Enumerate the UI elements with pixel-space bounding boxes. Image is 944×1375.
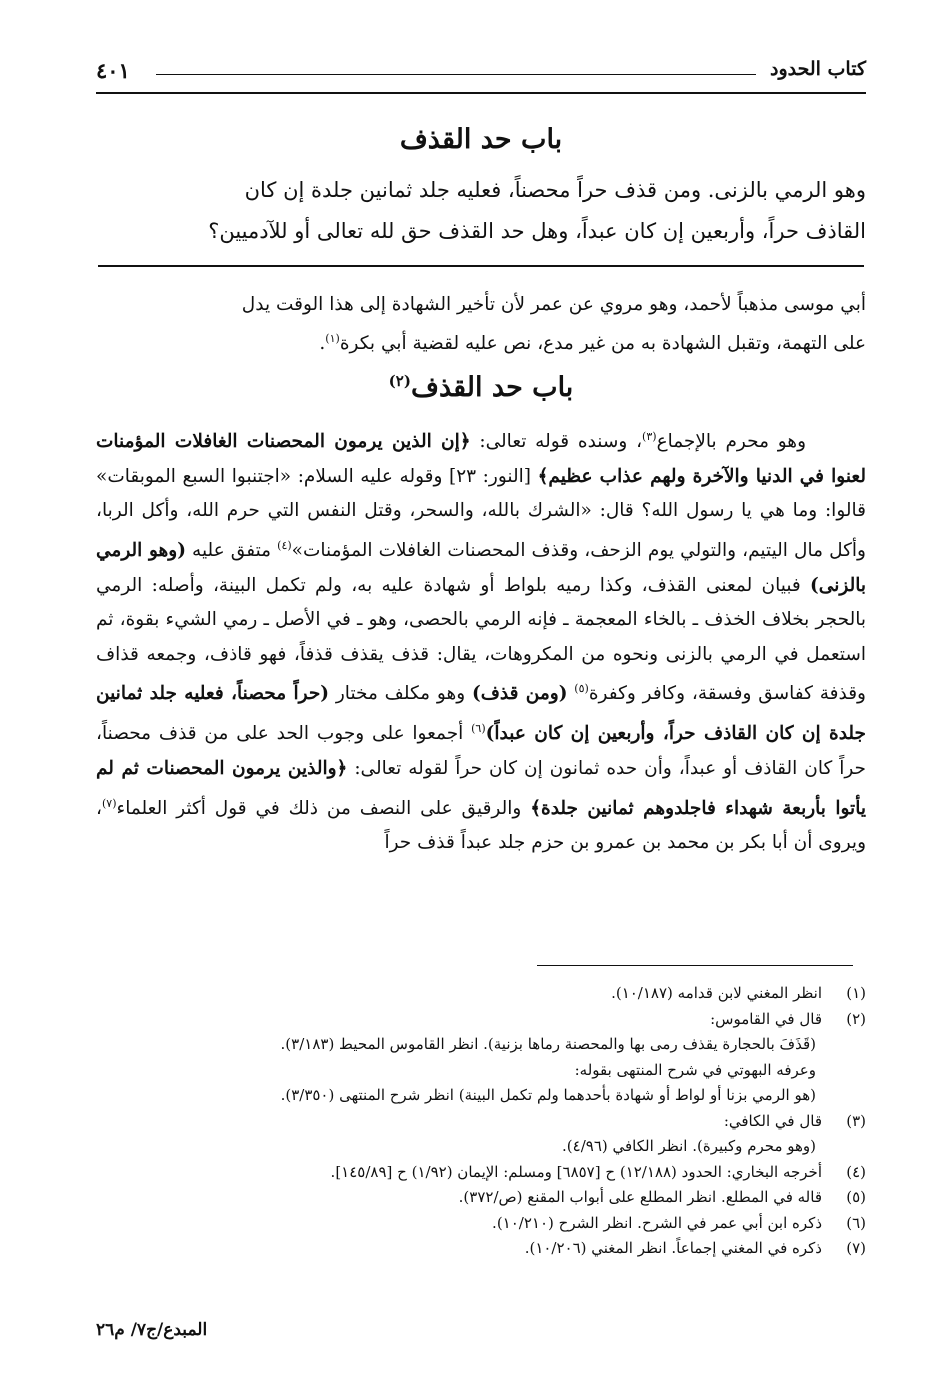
footnote-ref: (٢) [388,372,411,390]
footnote-ref: (٤) [277,538,292,552]
footnote: وعرفه البهوتي في شرح المنتهى بقوله: [574,1060,816,1079]
section-title: باب حد القذف [399,124,563,155]
section-heading-2 [96,372,866,403]
quran-verse: ﴿والذين يرمون المحصنات ثم لم يأتوا بأربعة شهداء فاجلدوهم ثمانين جلدة﴾ [96,757,866,819]
footnote: (٣) قال في الكافي: [723,1111,866,1130]
footnote-divider [537,965,853,966]
footnote-ref: (١) [325,332,340,345]
printer-signature: المبدع/ج٧/ م٢٦ [96,1320,208,1340]
commentary-line: أبي موسى مذهباً لأحمد، وهو مروي عن عمر لأن تأخير الشهادة إلى هذا الوقت يدل [241,294,866,315]
footnote: (وهو محرم وكبيرة). انظر الكافي (٤/٩٦). [562,1137,816,1155]
page-number: ٤٠١ [96,58,130,83]
commentary-continuation [96,288,866,361]
matn-divider [98,265,864,267]
footnote: (هو الرمي بزنا أو لواط أو شهادة بأحدهما ولم تكمل البينة) انظر شرح المنتهى (٣/٣٥٠). [280,1086,816,1104]
quran-verse: ﴿إن الذين يرمون المحصنات الغافلات المؤمنات لعنوا في الدنيا والآخرة ولهم عذاب عظيم﴾ [96,431,866,487]
section-title: باب حد القذف [410,372,574,403]
footnote: (٧) ذكره في المغني إجماعاً. انظر المغني (١٠/٢٠٦). [524,1239,866,1257]
footnote: (٢) قال في القاموس: [710,1009,866,1028]
commentary-line: على التهمة، وتقبل الشهادة به من غير مدع، نص عليه لقضية أبي بكرة$^{(١)}$. [319,332,866,355]
footnote: (قَذَفَ بالحجارة يقذف رمى بها والمحصنة رماها بزنية). انظر القاموس المحيط (٣/١٨٣). [280,1035,816,1053]
commentary-paragraph: وهو محرم بالإجماع$^{(٣)}$، وسنده قوله تعالى: ﴿إن الذين يرمون المحصنات الغافلات المؤمنات لعنوا في الدنيا والآخرة ولهم عذاب عظيم﴾ [النور: ٢٣] وقوله عليه السلام: «اجتنبوا السبع الموبقات» قالوا: وما هي يا رسول الله؟ قال: «الشرك بالله، والسحر، وقتل النفس التي حرم الله، وأكل الربا، وأكل مال اليتيم، والتولي يوم الزحف، وقذف المحصنات الغافلات المؤمنات»$^{(٤)}$ متفق عليه (وهو الرمي بالزنى) فبيان لمعنى القذف، وكذا رميه بلواط أو شهادة عليه به، ولم تكمل البينة، وأصله: الرمي بالحجر بخلاف الخذف ـ بالخاء المعجمة ـ فإنه الرمي بالحصى، وهو ـ في الأصل ـ رمي الشيء بقوة، ثم استعمل في الرمي بالزنى ونحوه من المكروهات، يقال: قذف يقذف قذفاً، فهو قاذف، وجمعه قذاف وقذفة كفاسق وفسقة، وكافر وكفرة$^{(٥)}$ (ومن قذف) وهو مكلف مختار (حراً محصناً، فعليه جلد ثمانين جلدة إن كان القاذف حراً، وأربعين إن كان عبداً)$^{(٦)}$ أجمعوا على وجوب الحد على من قذف محصناً، حراً كان القاذف أو عبداً، وأن حده ثمانون إن كان حراً لقوله تعالى: ﴿والذين يرمون المحصنات ثم لم يأتوا بأربعة شهداء فاجلدوهم ثمانين جلدة﴾ والرقيق على النصف من ذلك في قول أكثر العلماء$^{(٧)}$، ويروى أن أبا بكر بن محمد بن عمرو بن حزم جلد عبداً قذف حراً [96,430,866,854]
page-header [96,58,866,94]
footnote-ref: (٣) [642,430,657,443]
footnotes [96,981,866,1262]
header-underline [96,92,866,94]
section-heading-1 [96,124,866,155]
footnote-ref: (٦) [471,722,486,736]
matn-quote: (ومن قذف) [471,683,568,705]
matn-line: وهو الرمي بالزنى. ومن قذف حراً محصناً، فعليه جلد ثمانين جلدة إن كان [244,178,866,202]
footnote: (٤) أخرجه البخاري: الحدود (١٢/١٨٨) ح [٦٨٥٧] ومسلم: الإيمان (١/٩٢) ح [١٤٥/٨٩]. [330,1162,866,1181]
footnote: (١) انظر المغني لابن قدامه (١٠/١٨٧). [611,984,866,1002]
footnote-ref: (٧) [101,796,117,810]
footnote-ref: (٥) [574,682,589,696]
matn-line: القاذف حراً، وأربعين إن كان عبداً، وهل حد القذف حق لله تعالى أو للآدميين؟ [208,219,866,243]
matn-text [96,170,866,252]
commentary-body [96,420,866,861]
matn-quote: (وهو الرمي بالزنى) [96,540,866,596]
running-title: كتاب الحدود [769,58,866,80]
footnote: (٥) قاله في المطلع. انظر المطلع على أبواب المقنع (ص/٣٧٢). [458,1188,866,1206]
footnote: (٦) ذكره ابن أبي عمر في الشرح. انظر الشرح (١٠/٢١٠). [492,1213,866,1232]
matn-quote: (حراً محصناً، فعليه جلد ثمانين جلدة إن كان القاذف حراً، وأربعين إن كان عبداً) [96,683,866,745]
header-rule [156,74,756,75]
